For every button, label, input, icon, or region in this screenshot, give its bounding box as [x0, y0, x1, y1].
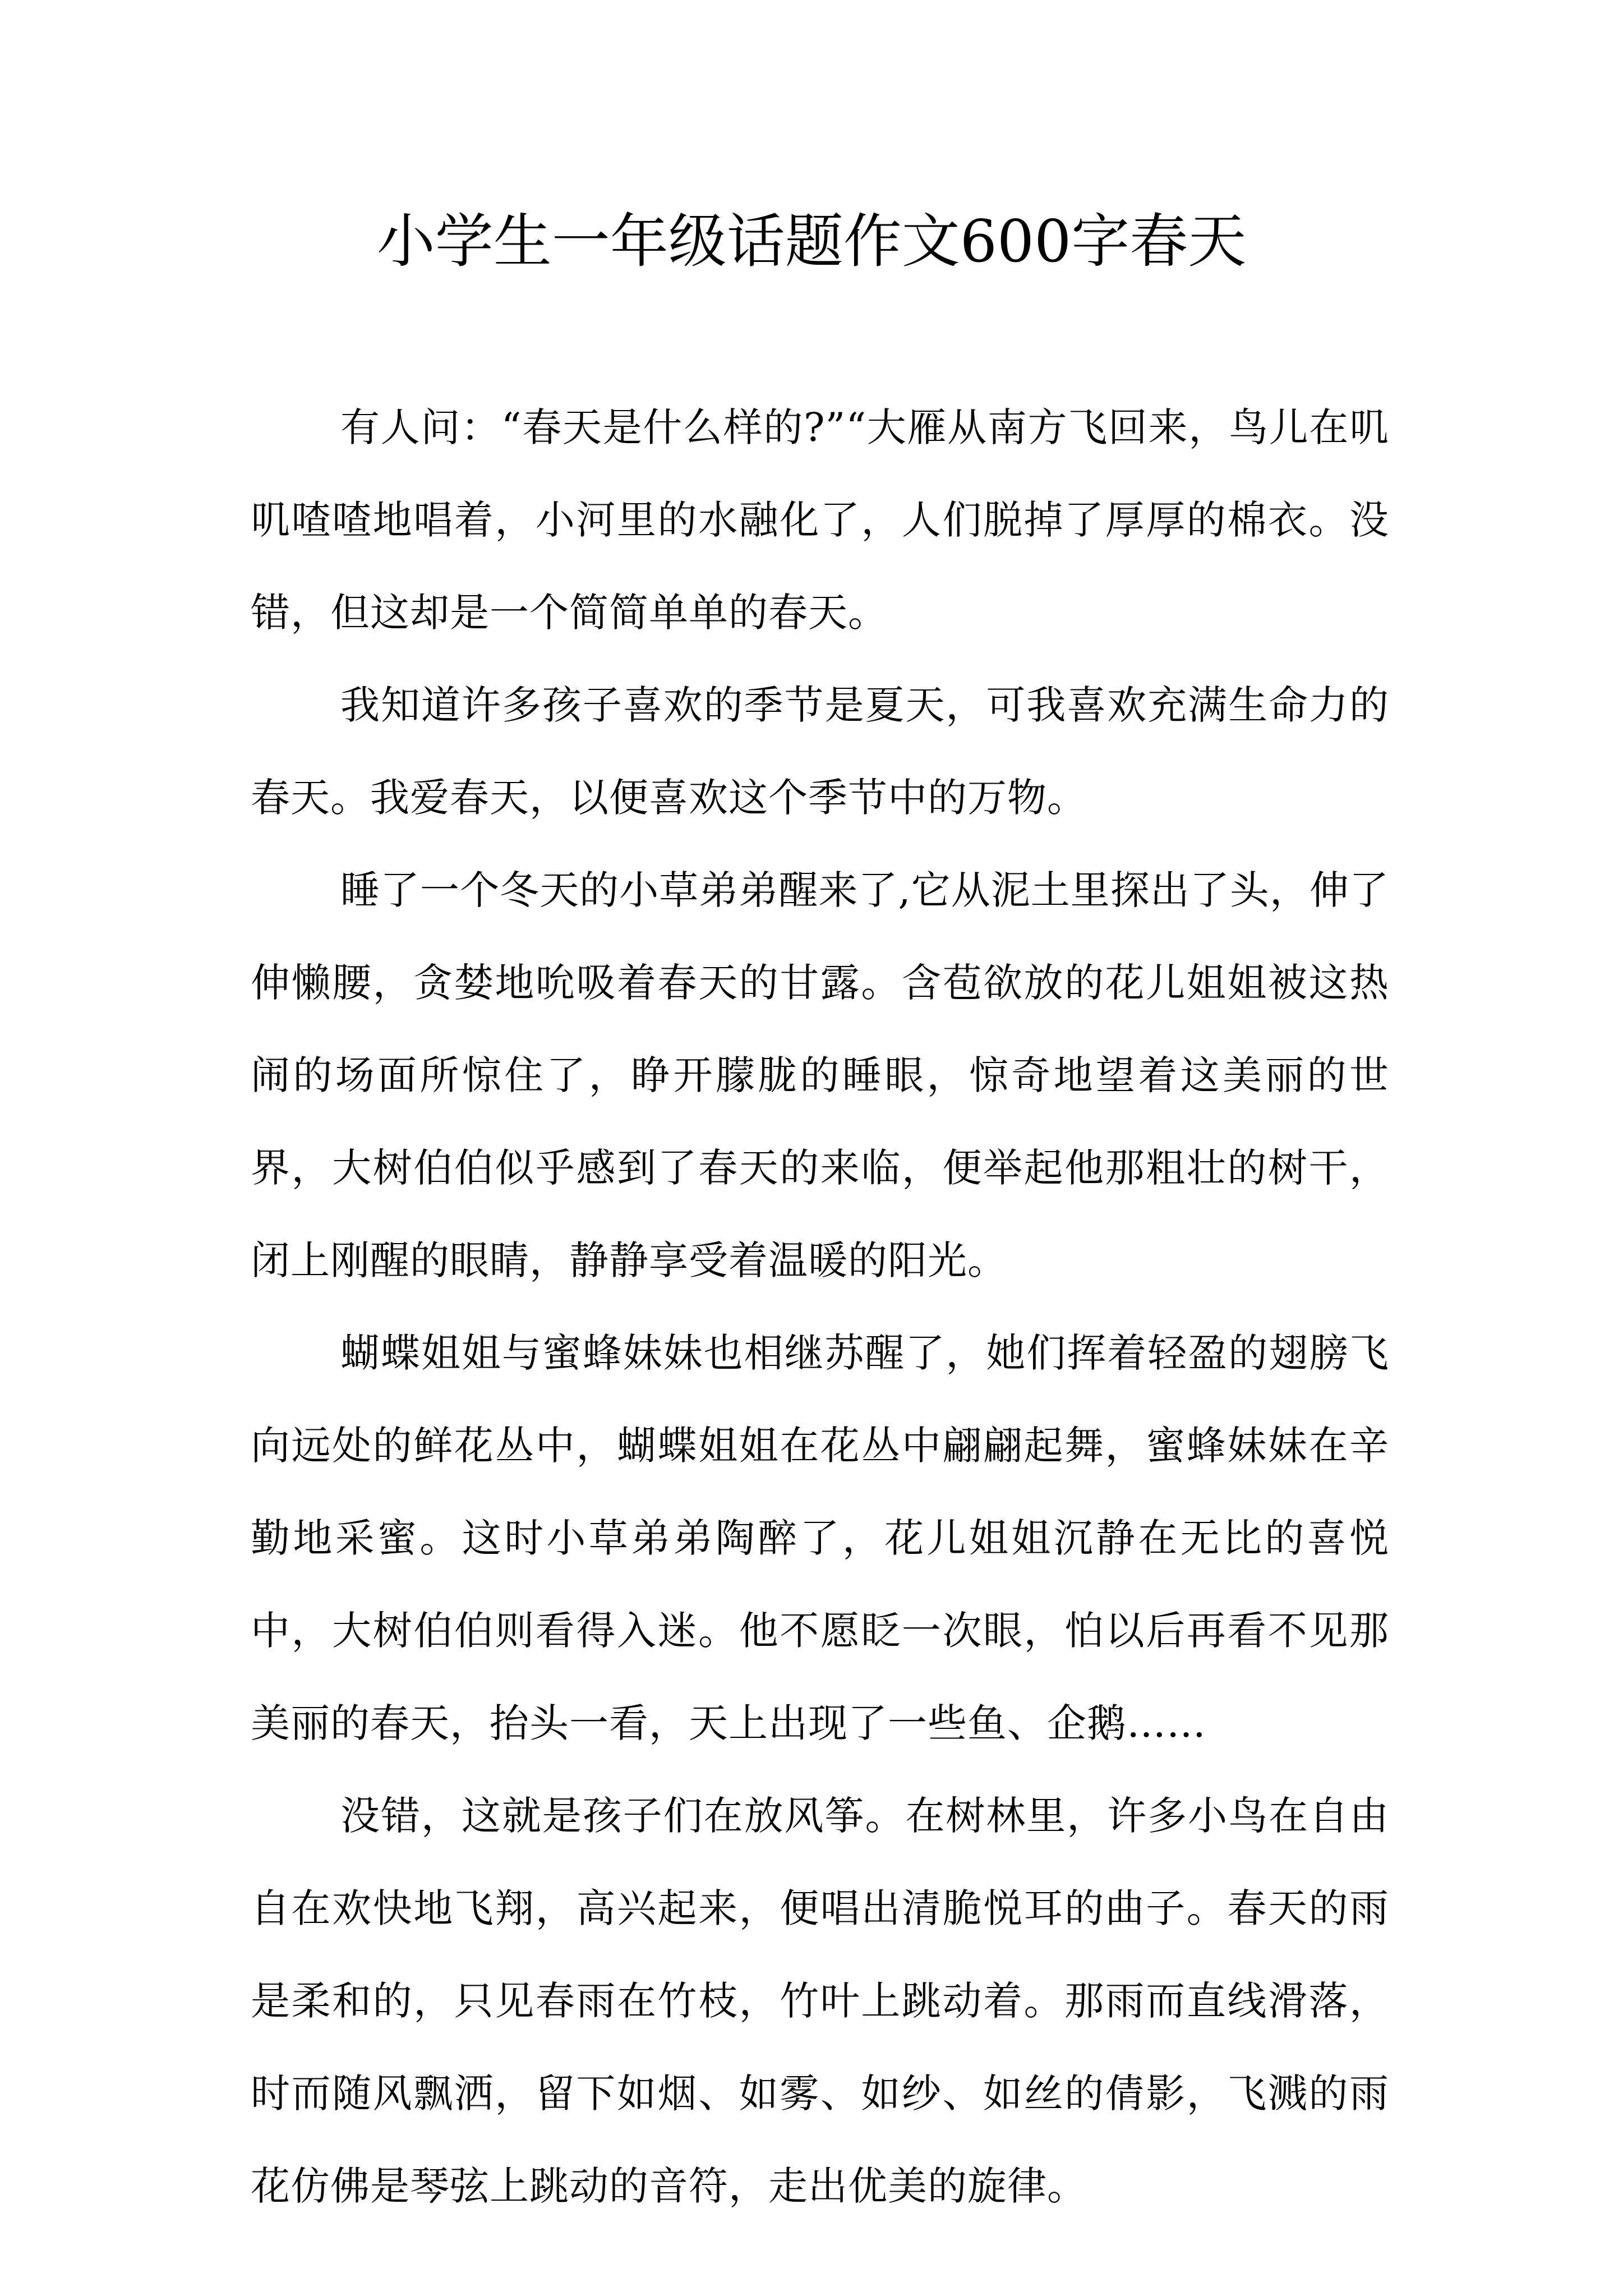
paragraph-4: 蝴蝶姐姐与蜜蜂妹妹也相继苏醒了，她们挥着轻盈的翅膀飞向远处的鲜花丛中，蝴蝶姐姐在花丛中翩翩起舞，蜜蜂妹妹在辛勤地采蜜。这时小草弟弟陶醉了，花儿姐姐沉静在无比的喜悦中，大树伯伯则看得入迷。他不愿眨一次眼，怕以后再看不见那美丽的春天，抬头一看，天上出现了一些鱼、企鹅…… [251, 1330, 1389, 1746]
document-title: 小学生一年级话题作文600字春天 [376, 207, 1247, 275]
document-body [251, 381, 1389, 2233]
paragraph-5: 没错，这就是孩子们在放风筝。在树林里，许多小鸟在自由自在欢快地飞翔，高兴起来，便唱出清脆悦耳的曲子。春天的雨是柔和的，只见春雨在竹枝，竹叶上跳动着。那雨而直线滑落，时而随风飘洒，留下如烟、如雾、如纱、如丝的倩影，飞溅的雨花仿佛是琴弦上跳动的音符，走出优美的旋律。 [251, 1793, 1389, 2209]
paragraph-3: 睡了一个冬天的小草弟弟醒来了,它从泥土里探出了头，伸了伸懒腰，贪婪地吮吸着春天的甘露。含苞欲放的花儿姐姐被这热闹的场面所惊住了，睁开朦胧的睡眼，惊奇地望着这美丽的世界，大树伯伯似乎感到了春天的来临，便举起他那粗壮的树干，闭上刚醒的眼睛，静静享受着温暖的阳光。 [251, 867, 1389, 1283]
paragraph-1: 有人问：“春天是什么样的?”“大雁从南方飞回来，鸟儿在叽叽喳喳地唱着，小河里的水融化了，人们脱掉了厚厚的棉衣。没错，但这却是一个简简单单的春天。 [251, 404, 1389, 636]
paragraph-2: 我知道许多孩子喜欢的季节是夏天，可我喜欢充满生命力的春天。我爱春天，以便喜欢这个季节中的万物。 [251, 682, 1389, 821]
